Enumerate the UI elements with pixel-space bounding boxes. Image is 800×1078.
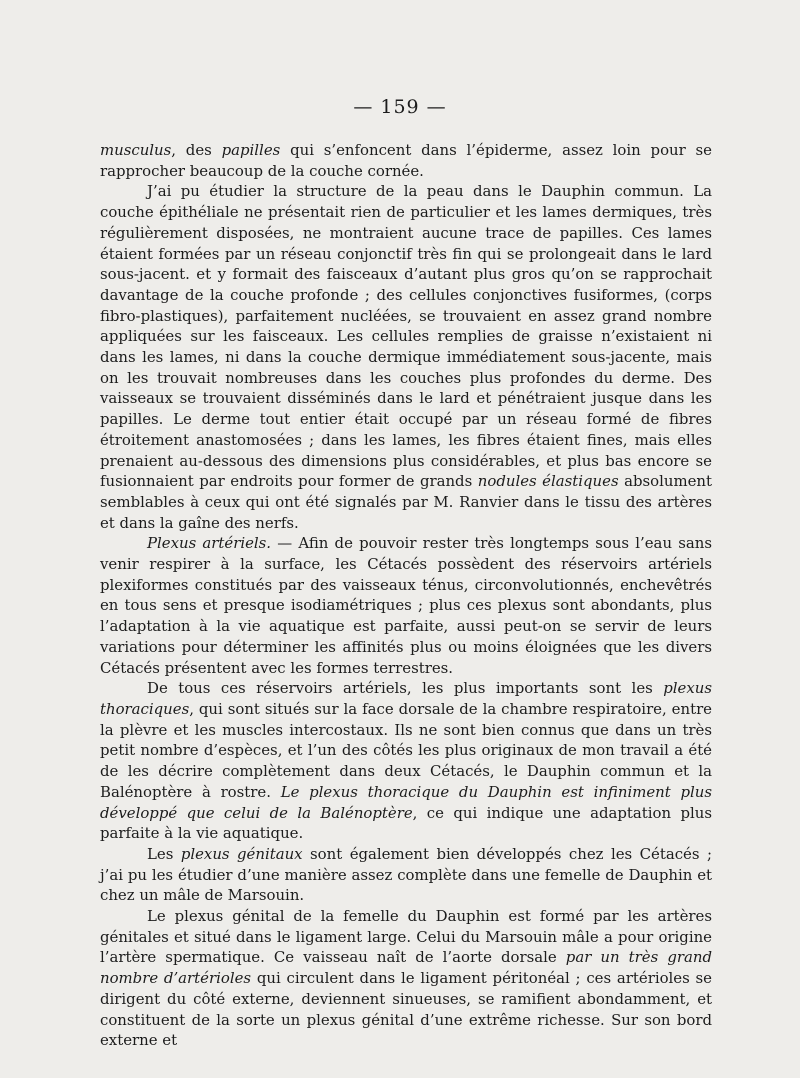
text-run: , des xyxy=(171,141,222,159)
text-run: Le plexus génital de la femelle du Dauphin est formé par les artères génitales et situé dans le ligament large. Celui du Marsouin mâle a pour origine l’artère spermatique. Ce vaisseau naît de l’aorte dorsale xyxy=(100,907,712,967)
italic-run: plexus thoraciques xyxy=(100,679,712,718)
text-run: — Afin de pouvoir rester très longtemps sous l’eau sans venir respirer à la surface, les Cétacés possèdent des réservoirs artériels plexiformes constitués par des vaisseaux ténus, circonvolutionnés, enchevêtrés en tous sens et presque isodiamétriques ; plus ces plexus sont abondants, plus l’adaptation à la vie aquatique est parfaite, aussi peut-on se servir de leurs variations pour déterminer les affinités plus ou moins éloignées que les divers Cétacés présentent avec les formes terrestres. xyxy=(100,534,712,677)
italic-run: Plexus artériels. xyxy=(147,534,272,553)
paragraph-p1 xyxy=(100,140,712,181)
italic-run: musculus xyxy=(100,141,172,159)
page-number: — 159 — xyxy=(353,96,447,118)
paragraph-p2 xyxy=(100,181,712,533)
text-run: , ce qui indique une adaptation plus parfaite à la vie aquatique. xyxy=(100,803,712,843)
text-run: qui circulent dans le ligament péritonéal ; ces artérioles se dirigent du côté externe, deviennent sinueuses, se ramifient abondamment, et constituent de la sorte un plexus génital d’une extrême richesse. Sur son bord externe et xyxy=(100,969,712,1050)
paragraph-p6 xyxy=(100,906,712,1051)
text-run: , qui sont situés sur la face dorsale de la chambre respiratoire, entre la plèvre et les muscles intercostaux. Ils ne sont bien connus que dans un très petit nombre d’espèces, et l’un des côtés les plus originaux de mon travail a été de les décrire complètement dans deux Cétacés, le Dauphin commun et la Balénoptère à rostre. xyxy=(100,699,712,801)
paragraph-p3 xyxy=(100,533,712,678)
body-text xyxy=(100,140,712,1051)
text-run: sont également bien développés chez les Cétacés ; j’ai pu les étudier d’une manière assez complète dans une femelle de Dauphin et chez un mâle de Marsouin. xyxy=(100,844,712,905)
text-run: qui s’enfoncent dans l’épiderme, assez loin pour se rapprocher beaucoup de la couche cornée. xyxy=(100,141,712,180)
italic-run: papilles xyxy=(221,141,281,159)
paragraph-p5 xyxy=(100,844,712,906)
text-run: Les xyxy=(147,844,181,863)
text-run: De tous ces réservoirs artériels, les plus importants sont les xyxy=(147,679,664,698)
paragraph-p4 xyxy=(100,678,712,844)
italic-run: Le plexus thoracique du Dauphin est infiniment plus développé que celui de la Balénoptère xyxy=(100,782,712,822)
italic-run: plexus génitaux xyxy=(180,844,303,863)
text-run: absolument semblables à ceux qui ont été signalés par M. Ranvier dans le tissu des artères et dans la gaîne des nerfs. xyxy=(100,472,713,532)
italic-run: par un très grand nombre d’artérioles xyxy=(100,948,712,988)
text-run: J’ai pu étudier la structure de la peau dans le Dauphin commun. La couche épithéliale ne présentait rien de particulier et les lames dermiques, très régulièrement disposées, ne montraient aucune trace de papilles. Ces lames étaient formées par un réseau conjonctif très fin qui se prolongeait dans le lard sous-jacent. et y formait des faisceaux d’autant plus gros qu’on se rapprochait davantage de la couche profonde ; des cellules conjonctives fusiformes, (corps fibro-plastiques), parfaitement nucléées, se trouvaient en assez grand nombre appliquées sur les faisceaux. Les cellules remplies de graisse n’existaient ni dans les lames, ni dans la couche dermique immédiatement sous-jacente, mais on les trouvait nombreuses dans les couches plus profondes du derme. Des vaisseaux se trouvaient disséminés dans le lard et pénétraient jusque dans les papilles. Le derme tout entier était occupé par un réseau formé de fibres étroitement anastomosées ; dans les lames, les fibres étaient fines, mais elles prenaient au-dessous des dimensions plus considérables, et plus bas encore se fusionnaient par endroits pour former de grands xyxy=(100,182,712,491)
italic-run: nodules élastiques xyxy=(477,472,619,491)
